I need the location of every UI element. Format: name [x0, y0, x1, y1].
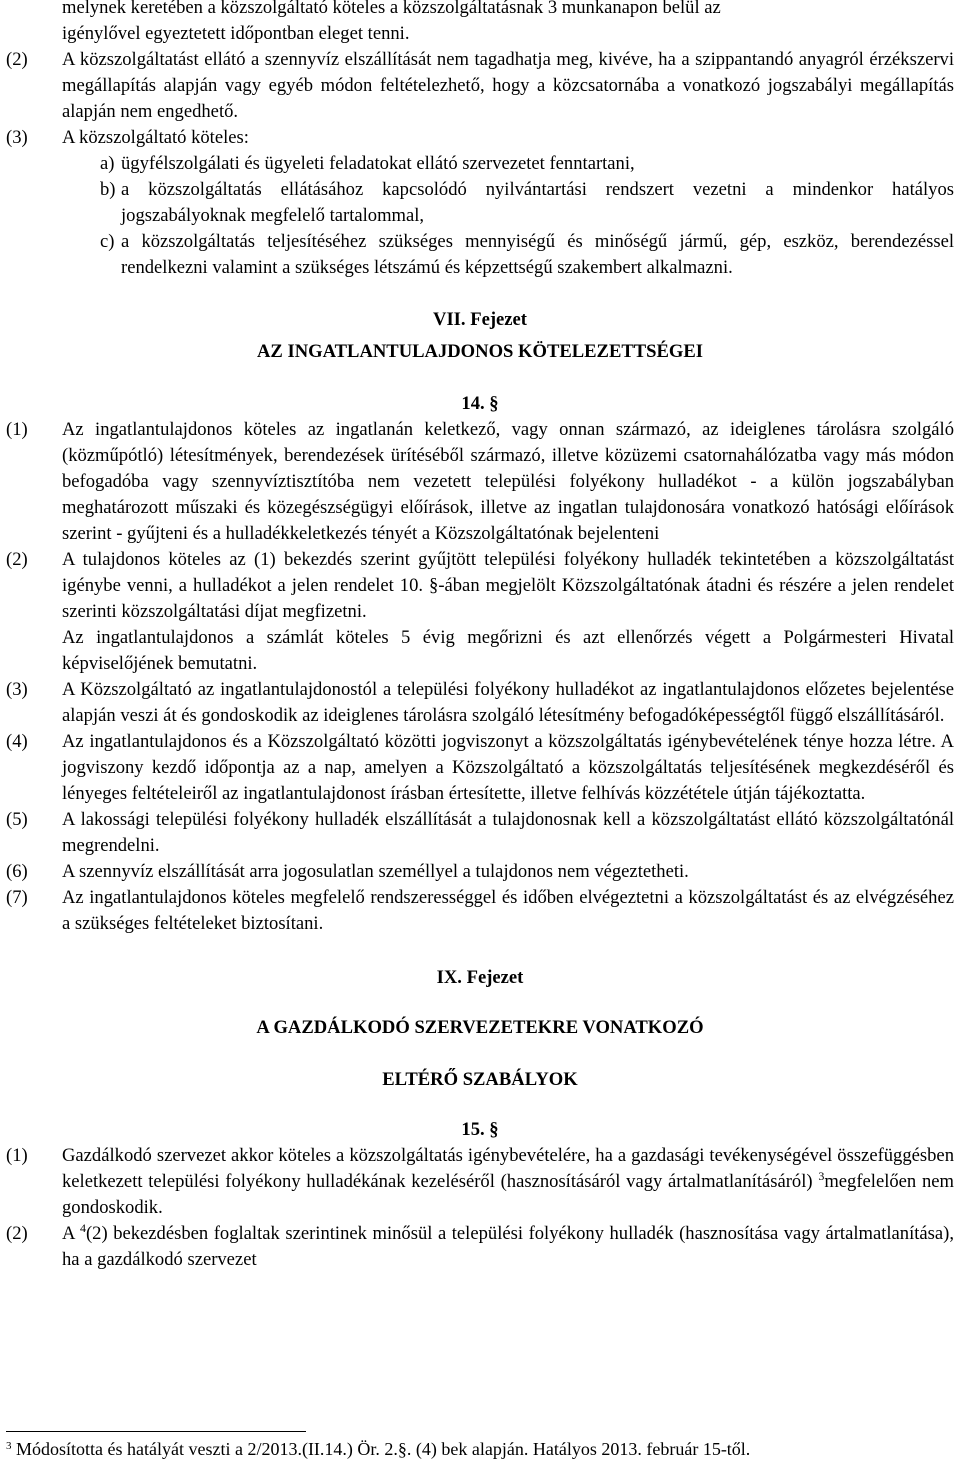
paragraph-text: A közszolgáltató köteles: [62, 127, 249, 148]
footnote-text: Módosította és hatályát veszti a 2/2013.(II.14.) Ör. 2.§. (4) bek alapján. Hatályos 2013. február 15-től. [16, 1439, 751, 1459]
paragraph-number: (1) [6, 419, 28, 440]
list-item [0, 177, 960, 229]
footnote-separator [6, 1431, 306, 1432]
list-text: a közszolgáltatás teljesítéséhez szükséges mennyiségű és minőségű jármű, gép, eszköz, berendezéssel rendelkezni valamint a szükséges létszámú és képzettségű szakembert alkalmazni. [121, 231, 954, 278]
chapter-subtitle: ELTÉRŐ SZABÁLYOK [382, 1069, 578, 1090]
paragraph-text: A szennyvíz elszállítását arra jogosulatlan személlyel a tulajdonos nem végeztetheti. [62, 861, 689, 882]
paragraph-text-tail: megfelelően nem gondoskodik. [62, 1171, 954, 1218]
paragraph-number: (3) [6, 679, 28, 700]
section-heading: 14. § [461, 393, 499, 414]
paragraph-14-5 [0, 807, 960, 859]
paragraph-number: (5) [6, 809, 28, 830]
paragraph-text: A Közszolgáltató az ingatlantulajdonostól a települési folyékony hulladékot az ingatlantulajdonos előzetes bejelentése alapján veszi át és gondoskodik az ideiglenes tárolásra szolgáló létesítmény befogadóképességtől függő elszállításáról. [62, 679, 954, 726]
footnote [6, 1438, 750, 1460]
paragraph-14-6 [0, 859, 960, 885]
paragraph-14-4 [0, 729, 960, 807]
list-letter: c) [100, 231, 115, 252]
continuation-line-2: igénylővel egyeztetett időpontban eleget tenni. [62, 23, 410, 44]
list-letter: a) [100, 153, 115, 174]
list-item [0, 151, 960, 177]
chapter-subtitle: AZ INGATLANTULAJDONOS KÖTELEZETTSÉGEI [256, 341, 704, 362]
paragraph-prev-3 [0, 125, 960, 151]
paragraph-text: A közszolgáltatást ellátó a szennyvíz elszállítását nem tagadhatja meg, kivéve, ha a szippantandó anyagról érzékszervi megállapítás alapján vagy egyéb módon feltételezhető, hogy a közcsatornába a vonatkozó jogszabályi megállapítás alapján nem engedhető. [62, 49, 954, 122]
paragraph-14-2-continued: Az ingatlantulajdonos a számlát köteles 5 évig megőrizni és azt ellenőrzés végett a Polgármesteri Hivatal képviselőjének bemutatni. [62, 627, 954, 674]
paragraph-number: (2) [6, 1223, 28, 1244]
paragraph-text: Az ingatlantulajdonos köteles megfelelő rendszerességgel és időben elvégeztetni a közszolgáltatást és az elvégzéséhez a szükséges feltételeket biztosítani. [62, 887, 954, 934]
list-text: a közszolgáltatás ellátásához kapcsolódó nyilvántartási rendszert vezetni a mindenkor hatályos jogszabályoknak megfelelő tartalommal, [121, 179, 954, 226]
continuation-text [0, 0, 960, 47]
chapter-title: IX. Fejezet [436, 967, 524, 988]
paragraph-number: (1) [6, 1145, 28, 1166]
footnote-reference[interactable]: 3 [818, 1169, 825, 1183]
list-text: ügyfélszolgálati és ügyeleti feladatokat ellátó szervezetet fenntartani, [121, 153, 635, 174]
paragraph-number: (6) [6, 861, 28, 882]
paragraph-number: (2) [6, 549, 28, 570]
paragraph-number: (4) [6, 731, 28, 752]
section-heading: 15. § [461, 1119, 499, 1140]
paragraph-text-tail: (2) bekezdésben foglaltak szerintinek minősül a települési folyékony hulladék (hasznosítása vagy ártalmatlanítása), ha a gazdálkodó szervezet [62, 1223, 954, 1270]
paragraph-text: A tulajdonos köteles az (1) bekezdés szerint gyűjtött települési folyékony hulladék tekintetében a közszolgáltatást igénybe venni, a hulladékot a jelen rendelet 10. §-ában megjelölt Közszolgáltatónak átadni és részére a jelen rendelet szerinti közszolgáltatási díjat megfizetni. [62, 549, 954, 622]
continuation-line-1: melynek keretében a közszolgáltató köteles a közszolgáltatásnak 3 munkanapon belül az [62, 0, 721, 18]
list-item [0, 229, 960, 281]
chapter-subtitle: A GAZDÁLKODÓ SZERVEZETEKRE VONATKOZÓ [256, 1017, 704, 1038]
paragraph-text: Az ingatlantulajdonos köteles az ingatlanán keletkező, vagy onnan származó, az ideiglenes tárolásra szolgáló (közműpótló) létesítmények, berendezések ürítéséből származó, illetve közüzemi csatornahálózatba vagy más módon befogadóba vagy szennyvíztisztítóba nem vezetett települési folyékony hulladékot - a külön jogszabályban meghatározott műszaki és közegészségügyi előírások, illetve az ingatlan tulajdonosára vonatkozó hatósági előírások szerint - gyűjteni és a hulladékkeletkezés tényét a Közszolgáltatónak bejelenteni [62, 419, 954, 544]
paragraph-15-1 [0, 1143, 960, 1221]
chapter-title: VII. Fejezet [433, 309, 527, 330]
paragraph-text: Gazdálkodó szervezet akkor köteles a közszolgáltatás igénybevételére, ha a gazdasági tevékenységével összefüggésben keletkezett települési folyékony hulladékának kezeléséről (hasznosításáról vagy ártalmatlanításáról) [62, 1145, 954, 1192]
paragraph-number: (3) [6, 127, 28, 148]
list-letter: b) [100, 179, 116, 200]
paragraph-text: A [62, 1223, 75, 1244]
paragraph-14-7 [0, 885, 960, 937]
paragraph-14-2 [0, 547, 960, 625]
paragraph-text: Az ingatlantulajdonos és a Közszolgáltató közötti jogviszonyt a közszolgáltatás igénybevételének ténye hozza létre. A jogviszony kezdő időpontja az a nap, amelyen a Közszolgáltató a közszolgáltatás teljesítésének megkezdéséről és lényeges feltételeiről az ingatlantulajdonost írásban értesítette, illetve felhívás közzététele útján tájékoztatta. [62, 731, 954, 804]
paragraph-prev-2 [0, 47, 960, 125]
paragraph-14-1 [0, 417, 960, 547]
footnote-mark: 3 [6, 1440, 12, 1452]
paragraph-text: A lakossági települési folyékony hulladék elszállítását a tulajdonosnak kell a közszolgáltatást ellátó közszolgáltatónál megrendelni. [62, 809, 954, 856]
paragraph-14-3 [0, 677, 960, 729]
paragraph-15-2 [0, 1221, 960, 1273]
paragraph-number: (7) [6, 887, 28, 908]
footnote-reference[interactable]: 4 [79, 1221, 86, 1235]
paragraph-number: (2) [6, 49, 28, 70]
